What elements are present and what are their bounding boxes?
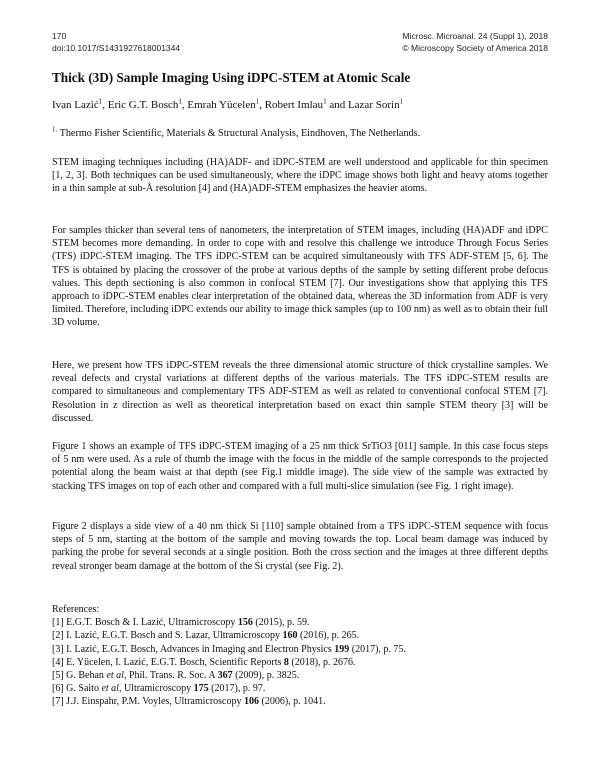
reference-item: [7] J.J. Einspahr, P.M. Voyles, Ultramicroscopy 106 (2006), p. 1041. bbox=[52, 696, 326, 708]
paragraph-thick-samples: For samples thicker than several tens of nanometers, the interpretation of STEM images, including (HA)ADF and iDPC STEM becomes more demanding. In order to cope with and resolve this challenge we introduce Through Focus Series (TFS) iDPC-STEM imaging. The TFS iDPC-STEM can be acquired simultaneously with TFS ADF-STEM [5, 6]. The TFS is obtained by placing the crossover of the probe at various depths of the sample by setting different probe defocus values. This depth sectioning is also common in confocal STEM [7]. Our investigations show that applying this TFS approach to iDPC-STEM enables clear interpretation of the obtained data, whereas the 3D information from ADF is very limited. Therefore, including iDPC extends our ability to image thick samples (up to 100 nm) as well as to obtain their full 3D volume. bbox=[52, 225, 548, 329]
author-name: Emrah Yücelen bbox=[187, 99, 256, 111]
author-affiliation-mark: 1 bbox=[255, 97, 260, 106]
author-name: Robert Imlau bbox=[264, 99, 324, 111]
references-heading: References: bbox=[52, 604, 100, 615]
references-section bbox=[52, 603, 548, 709]
journal-citation: Microsc. Microanal. 24 (Suppl 1), 2018 bbox=[402, 31, 548, 41]
reference-item: [2] I. Lazić, E.G.T. Bosch and S. Lazar, Ultramicroscopy 160 (2016), p. 265. bbox=[52, 630, 360, 642]
author-separator: , bbox=[102, 99, 108, 111]
paragraph-intro: STEM imaging techniques including (HA)ADF- and iDPC-STEM are well understood and applicable for thin specimen [1, 2, 3]. Both techniques can be used simultaneously, where the iDPC image shows both light and heavy atoms together in a thin sample at sub-Å resolution [4] and (HA)ADF-STEM emphasizes the heavier atoms. bbox=[52, 157, 548, 195]
reference-item: [5] G. Behan et al, Phil. Trans. R. Soc. A 367 (2009), p. 3825. bbox=[52, 670, 300, 682]
author-name: Ivan Lazić bbox=[52, 99, 99, 111]
affiliation-mark: 1. bbox=[52, 125, 58, 134]
affiliation bbox=[52, 125, 548, 139]
author-name: Lazar Sorin bbox=[347, 99, 400, 111]
author-name: Eric G.T. Bosch bbox=[107, 99, 179, 111]
reference-item: [3] I. Lazić, E.G.T. Bosch, Advances in Imaging and Electron Physics 199 (2017), p. 75. bbox=[52, 643, 406, 655]
paragraph-figure-2: Figure 2 displays a side view of a 40 nm thick Si [110] sample obtained from a TFS iDPC-STEM sequence with focus steps of 5 nm, starting at the bottom of the sample and moving towards the top. Local beam damage was induced by parking the probe for several seconds at a single position. Both the cross section and the images at three different depths reveal stronger beam damage at the bottom of the Si crystal (see Fig. 2). bbox=[52, 521, 548, 572]
running-header-right bbox=[402, 30, 548, 54]
reference-item: [4] E. Yücelen, I. Lazić, E.G.T. Bosch, Scientific Reports 8 (2018), p. 2676. bbox=[52, 656, 356, 668]
doi[interactable]: doi:10.1017/S1431927618001344 bbox=[52, 43, 181, 53]
author-affiliation-mark: 1 bbox=[178, 97, 182, 106]
author-separator: , bbox=[259, 99, 265, 111]
affiliation-text: Thermo Fisher Scientific, Materials & Structural Analysis, Eindhoven, The Netherlands. bbox=[57, 128, 421, 139]
author-list bbox=[52, 99, 548, 111]
running-header-left bbox=[52, 30, 180, 54]
author-affiliation-mark: 1 bbox=[399, 97, 404, 106]
author-affiliation-mark: 1 bbox=[323, 97, 327, 106]
paragraph-figure-1: Figure 1 shows an example of TFS iDPC-STEM imaging of a 25 nm thick SrTiO3 [011] sample. In this case focus steps of 5 nm were used. As a rule of thumb the image with the focus in the middle of the sample corresponds to the projected potential along the beam waist at that depth (see Fig.1 middle image). The side view of the sample was extracted by stacking TFS images on top of each other and compared with a full multi-slice simulation (see Fig. 1 right image). bbox=[52, 441, 548, 492]
page-number: 170 bbox=[52, 31, 67, 41]
author-affiliation-mark: 1 bbox=[98, 97, 103, 106]
reference-item: [6] G. Saito et al, Ultramicroscopy 175 (2017), p. 97. bbox=[52, 683, 266, 695]
paragraph-present: Here, we present how TFS iDPC-STEM reveals the three dimensional atomic structure of thick crystalline samples. We reveal defects and crystal variations at different depths of the various materials. The TFS iDPC-STEM results are compared to simultaneous and complementary TFS ADF-STEM as well as related to conventional confocal STEM [7]. Resolution in z direction as well as theoretical interpretation based on exact thin sample STEM theory [3] will be discussed. bbox=[52, 360, 548, 424]
author-separator: and bbox=[326, 99, 348, 111]
author-separator: , bbox=[181, 99, 188, 111]
paper-title: Thick (3D) Sample Imaging Using iDPC-STEM at Atomic Scale bbox=[52, 70, 411, 85]
copyright: © Microscopy Society of America 2018 bbox=[402, 43, 548, 53]
reference-item: [1] E.G.T. Bosch & I. Lazić, Ultramicroscopy 156 (2015), p. 59. bbox=[52, 617, 310, 629]
